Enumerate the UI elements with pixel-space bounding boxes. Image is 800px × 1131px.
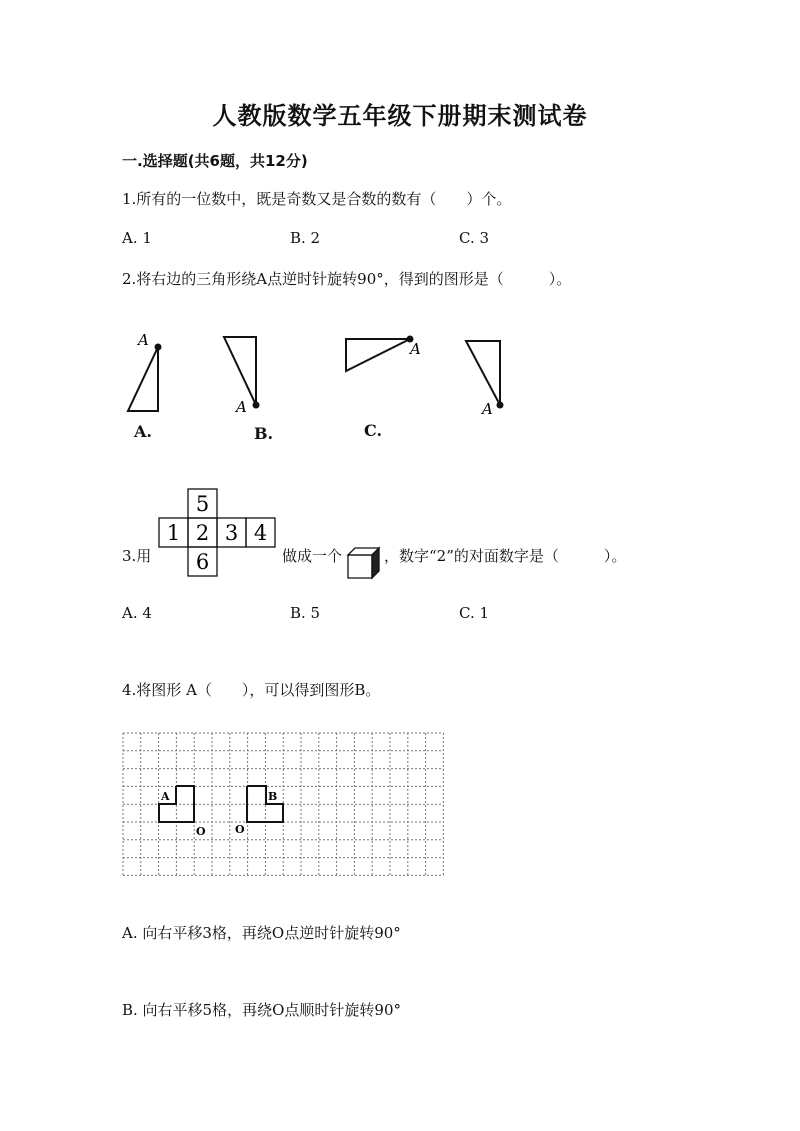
- question-1-text: 1.所有的一位数中，既是奇数又是合数的数有（ ）个。: [122, 190, 512, 208]
- q4-grid-figure: [118, 730, 448, 882]
- q2-figure-b-triangle[interactable]: [224, 337, 260, 416]
- q1-option-a[interactable]: A. 1: [122, 229, 152, 247]
- q2-original-triangle: [466, 341, 504, 418]
- question-4-text: 4.将图形 A（ ），可以得到图形B。: [122, 681, 381, 699]
- q2-point-label: A: [138, 331, 149, 349]
- q3-option-a[interactable]: A. 4: [122, 604, 152, 622]
- shape-b-label: B: [268, 790, 278, 803]
- question-3-middle: 做成一个: [282, 547, 343, 565]
- section-heading: 一.选择题(共6题，共12分): [122, 152, 308, 170]
- shape-a-label: A: [161, 790, 170, 803]
- net-cell-2: 2: [195, 521, 210, 545]
- net-cell-4: 4: [253, 521, 268, 545]
- q1-option-b[interactable]: B. 2: [290, 229, 321, 247]
- q2-point-label: A: [482, 400, 493, 418]
- net-cell-1: 1: [166, 521, 181, 545]
- q3-option-c[interactable]: C. 1: [459, 604, 490, 622]
- q3-cube-net: [156, 486, 280, 580]
- question-2-text: 2.将右边的三角形绕A点逆时针旋转90°，得到的图形是（ ）。: [122, 270, 572, 288]
- net-cell-5: 5: [195, 492, 210, 516]
- q2-figure-c-label: C.: [364, 421, 383, 440]
- point-o-label-2: O: [235, 823, 245, 836]
- net-cell-6: 6: [195, 550, 210, 574]
- q2-triangle-figures: [110, 325, 530, 425]
- point-o-label-1: O: [196, 825, 206, 838]
- q4-option-a[interactable]: A. 向右平移3格，再绕O点逆时针旋转90°: [122, 924, 401, 942]
- cube-icon: [344, 543, 384, 581]
- q3-option-b[interactable]: B. 5: [290, 604, 321, 622]
- page-title: 人教版数学五年级下册期末测试卷: [212, 102, 588, 130]
- q2-figure-a-label: A.: [134, 422, 152, 441]
- q2-figure-a-triangle[interactable]: [128, 331, 162, 411]
- q2-figure-b-label: B.: [254, 424, 274, 443]
- q1-option-c[interactable]: C. 3: [459, 229, 490, 247]
- q2-point-label: A: [236, 398, 247, 416]
- question-3-suffix: ，数字“2”的对面数字是（ ）。: [384, 547, 627, 565]
- q4-option-b[interactable]: B. 向右平移5格，再绕O点顺时针旋转90°: [122, 1001, 401, 1019]
- q2-point-label: A: [410, 340, 421, 358]
- net-cell-3: 3: [224, 521, 239, 545]
- q2-figure-c-triangle[interactable]: [346, 336, 421, 372]
- question-3-prefix: 3.用: [122, 547, 152, 565]
